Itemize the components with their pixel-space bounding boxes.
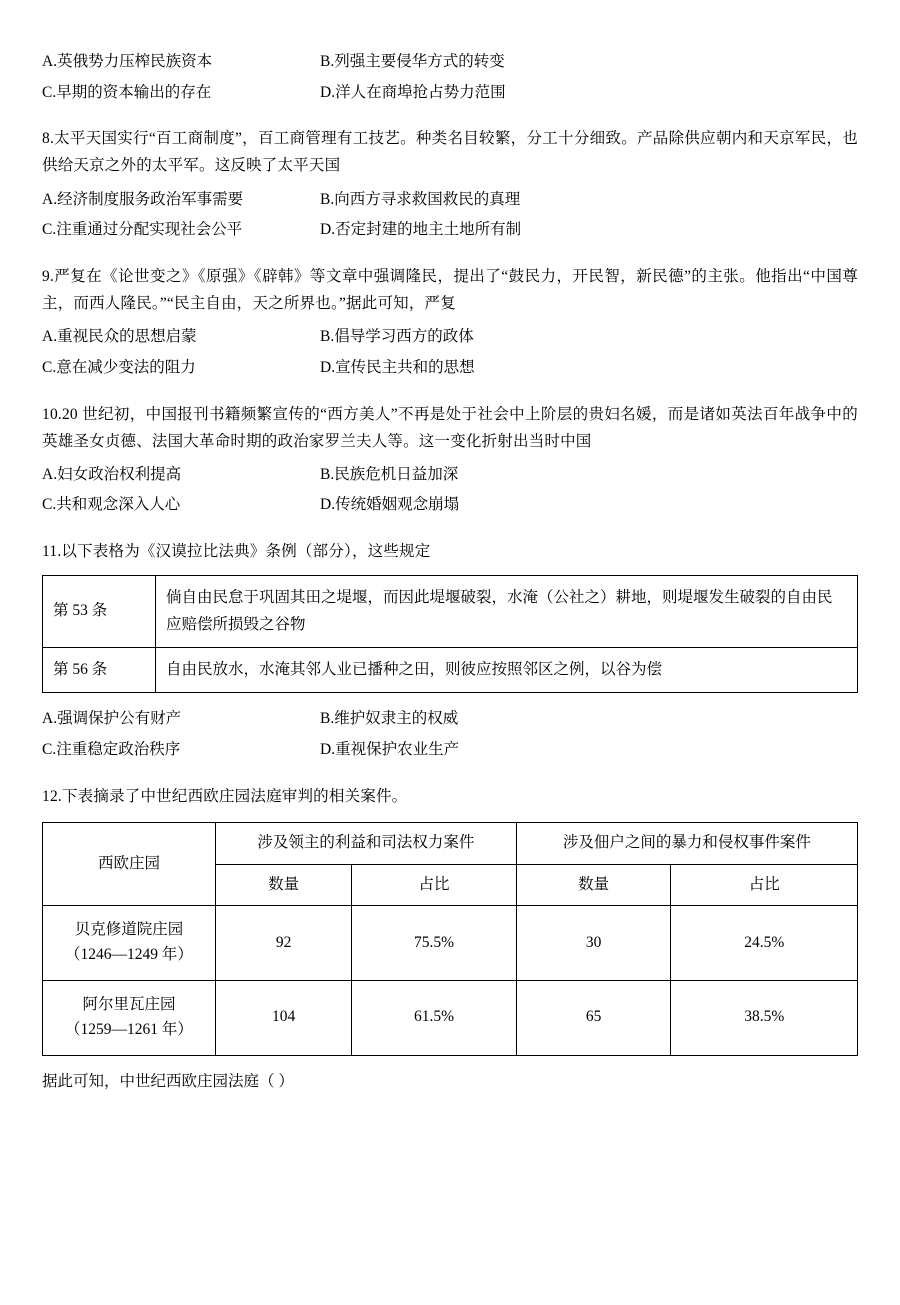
option-b: B.民族危机日益加深 [320,465,459,483]
option-row [42,491,858,520]
option-row [42,736,858,765]
option-row [42,461,858,490]
subheader-share-tenant: 占比 [671,864,858,906]
question-stem: 11.以下表格为《汉谟拉比法典》条例（部分），这些规定 [42,543,431,561]
question-11 [42,538,858,765]
cell-count-tenant: 30 [516,906,671,981]
cell-share-tenant: 38.5% [671,980,858,1055]
option-d: D.洋人在商埠抢占势力范围 [320,83,506,101]
question-stem: 12.下表摘录了中世纪西欧庄园法庭审判的相关案件。 [42,787,408,805]
manor-name [43,980,216,1055]
cell-count-tenant: 65 [516,980,671,1055]
hammurabi-code-table [42,575,858,693]
group-header-tenant: 涉及佃户之间的暴力和侵权事件案件 [516,822,857,864]
table-header-row [43,822,858,864]
option-d: D.宣传民主共和的思想 [320,358,475,376]
option-b: B.向西方寻求救国救民的真理 [320,190,521,208]
question-10 [42,401,858,521]
option-a: A.经济制度服务政治军事需要 [42,190,244,208]
manor-name-line1: 贝克修道院庄园 [74,921,184,939]
option-row [42,216,858,245]
article-label: 第 56 条 [43,647,156,692]
subheader-count-tenant: 数量 [516,864,671,906]
table-row [43,647,858,692]
table-row [43,906,858,981]
question-stem: 8.太平天国实行“百工商制度”，百工商管理有工技艺。种类名目较繁，分工十分细致。产品除供应朝内和天京军民，也供给天京之外的太平军。这反映了太平天国 [42,130,858,175]
question-12-tail: 据此可知，中世纪西欧庄园法庭（ ） [42,1072,294,1090]
manor-court-table [42,822,858,1056]
cell-share-tenant: 24.5% [671,906,858,981]
option-c: C.注重通过分配实现社会公平 [42,221,243,239]
option-d: D.传统婚姻观念崩塌 [320,496,460,514]
cell-share-lord: 75.5% [352,906,516,981]
option-row [42,186,858,215]
article-text: 自由民放水，水淹其邻人业已播种之田，则彼应按照邻区之例，以谷为偿 [156,647,858,692]
option-row [42,48,858,77]
option-b: B.列强主要侵华方式的转变 [320,53,505,70]
option-a: A.英俄势力压榨民族资本 [42,53,213,70]
corner-header: 西欧庄园 [43,822,216,906]
table-row [43,576,858,648]
article-label: 第 53 条 [43,576,156,648]
option-d: D.否定封建的地主土地所有制 [320,221,522,239]
cell-count-lord: 104 [216,980,352,1055]
question-12 [42,783,858,1096]
option-b: B.倡导学习西方的政体 [320,328,474,346]
option-row [42,705,858,734]
article-text: 倘自由民怠于巩固其田之堤堰，而因此堤堰破裂，水淹（公社之）耕地，则堤堰发生破裂的自由民应赔偿所损毁之谷物 [156,576,858,648]
question-7-options [42,48,858,107]
manor-name-line2: （1246—1249 年） [65,946,193,964]
option-c: C.早期的资本输出的存在 [42,83,212,101]
option-b: B.维护奴隶主的权威 [320,710,459,728]
option-c: C.意在减少变法的阻力 [42,358,196,376]
question-stem: 9.严复在《论世变之》《原强》《辟韩》等文章中强调隆民，提出了“鼓民力，开民智，新民德”的主张。他指出“中国尊主，而西人隆民。”“民主自由，天之所界也。”据此可知，严复 [42,267,858,313]
subheader-count-lord: 数量 [216,864,352,906]
option-row [42,354,858,383]
option-d: D.重视保护农业生产 [320,740,460,758]
option-a: A.妇女政治权利提高 [42,465,182,483]
cell-share-lord: 61.5% [352,980,516,1055]
option-c: C.注重稳定政治秩序 [42,740,181,758]
manor-name [43,906,216,981]
question-9 [42,263,858,383]
option-c: C.共和观念深入人心 [42,496,181,514]
option-a: A.强调保护公有财产 [42,710,182,728]
table-row [43,980,858,1055]
question-8 [42,125,858,245]
option-a: A.重视民众的思想启蒙 [42,328,197,346]
manor-name-line2: （1259—1261 年） [65,1020,193,1038]
question-stem: 10.20 世纪初，中国报刊书籍频繁宣传的“西方美人”不再是处于社会中上阶层的贵妇名媛，而是诸如英法百年战争中的英雄圣女贞德、法国大革命时期的政治家罗兰夫人等。这一变化折射出当时中国 [42,405,858,450]
manor-name-line1: 阿尔里瓦庄园 [82,995,176,1013]
option-row [42,79,858,108]
cell-count-lord: 92 [216,906,352,981]
subheader-share-lord: 占比 [352,864,516,906]
option-row [42,323,858,352]
group-header-lord: 涉及领主的利益和司法权力案件 [216,822,517,864]
